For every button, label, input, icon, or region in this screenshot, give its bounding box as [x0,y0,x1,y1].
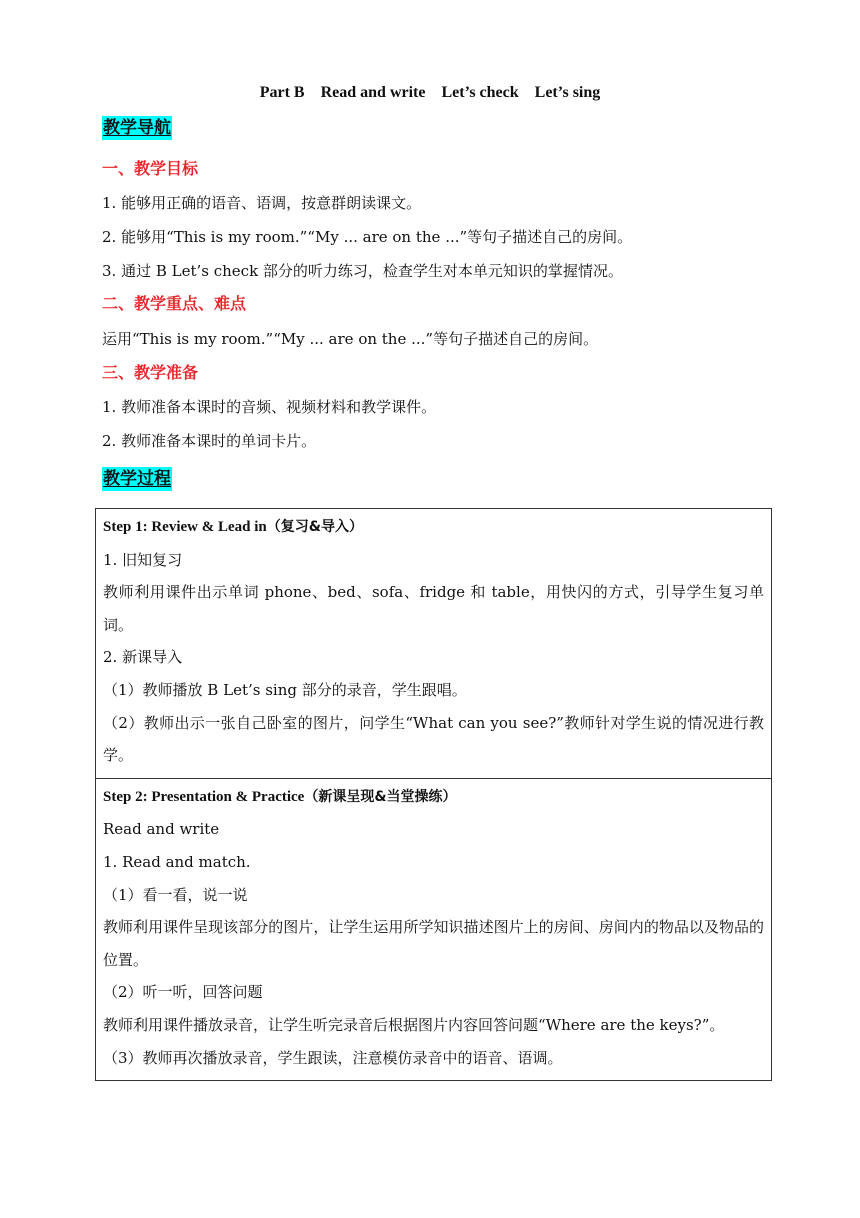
process-table [95,508,772,1081]
step-2-cell [96,778,772,1080]
step-1-title-cn: （复习&导入） [266,519,363,535]
goal-line-2: 2. 能够用“This is my room.”“My ... are on the ...”等句子描述自己的房间。 [102,228,633,246]
step-2-row [96,778,772,1080]
step-2-line: （2）听一听，回答问题 [103,983,263,1002]
step-1-line: 教师利用课件出示单词 phone、bed、sofa、fridge 和 table，用快闪的方式，引导学生复习单词。 [103,583,764,634]
step-2-heading [103,781,764,814]
step-2-line: （1）看一看，说一说 [103,885,248,904]
step-2-title-en: Step 2: Presentation & Practice [103,788,305,805]
teaching-nav-label: 教学导航 [103,118,171,138]
step-1-line: （1）教师播放 B Let’s sing 部分的录音，学生跟唱。 [103,680,467,699]
step-1-heading [103,511,764,544]
step-1-line: 2. 新课导入 [103,648,183,667]
section-heading-preparation: 三、教学准备 [102,363,199,382]
section-heading-key-points: 二、教学重点、难点 [102,294,247,313]
step-1-cell [96,509,772,779]
step-1-row [96,509,772,779]
goal-line-1: 1. 能够用正确的语音、语调，按意群朗读课文。 [102,194,422,212]
step-1-line: 1. 旧知复习 [103,550,183,569]
key-point-line: 运用“This is my room.”“My ... are on the ...”等句子描述自己的房间。 [102,330,599,348]
teaching-process-label: 教学过程 [103,469,171,489]
step-1-title-en: Step 1: Review & Lead in [103,519,267,535]
step-2-title-cn: （新课呈现&当堂操练） [304,788,457,805]
step-1-line: （2）教师出示一张自己卧室的图片，问学生“What can you see?”教师针对学生说的情况进行教学。 [103,713,764,765]
goal-line-3: 3. 通过 B Let’s check 部分的听力练习，检查学生对本单元知识的掌握情况。 [102,262,623,280]
step-2-line: 1. Read and match. [103,852,251,871]
prep-line-1: 1. 教师准备本课时的音频、视频材料和教学课件。 [102,398,437,416]
section-heading-goals: 一、教学目标 [102,159,199,178]
step-2-line: 教师利用课件呈现该部分的图片，让学生运用所学知识描述图片上的房间、房间内的物品以及物品的位置。 [103,918,764,969]
step-2-line: 教师利用课件播放录音，让学生听完录音后根据图片内容回答问题“Where are the keys?”。 [103,1015,725,1034]
prep-line-2: 2. 教师准备本课时的单词卡片。 [102,432,317,450]
step-2-line: Read and write [103,820,220,839]
page-title: Part B Read and write Let’s check Let’s sing [259,84,601,101]
step-2-line: （3）教师再次播放录音，学生跟读，注意模仿录音中的语音、语调。 [103,1048,563,1067]
